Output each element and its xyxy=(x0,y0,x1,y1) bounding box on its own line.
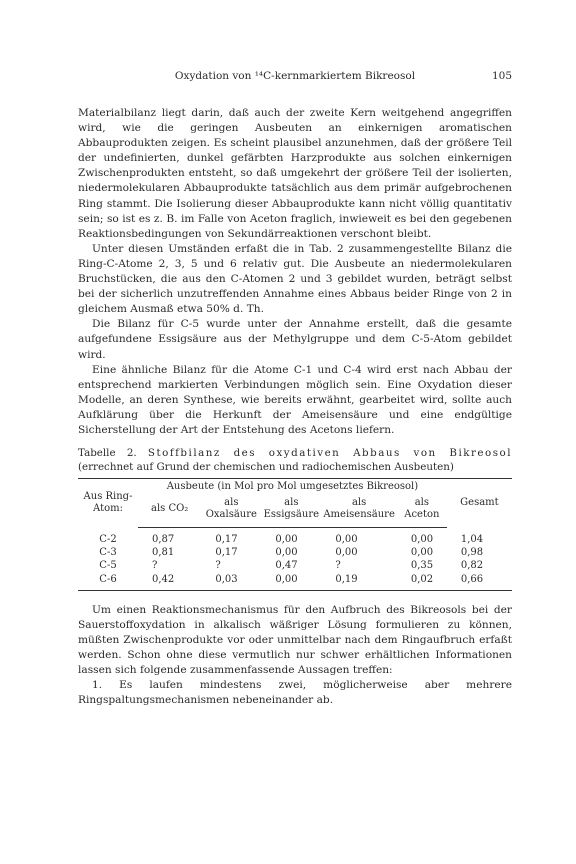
table-cell: C-2 xyxy=(99,533,117,545)
table-cell: 0,00 xyxy=(261,573,321,590)
column-header: Aus Ring-Atom: xyxy=(78,479,138,528)
table-cell: 0,17 xyxy=(215,547,238,559)
table-caption-title: Stoffbilanz des oxydativen Abbaus von Bikreosol xyxy=(147,447,512,460)
running-header xyxy=(78,70,512,86)
table-caption xyxy=(78,446,512,474)
table-cell: 0,47 xyxy=(275,560,298,572)
table-cell: 0,17 xyxy=(215,534,238,546)
column-header: als Aceton xyxy=(397,495,447,528)
balance-table xyxy=(78,478,512,591)
table-row xyxy=(78,547,512,560)
table-row xyxy=(78,528,512,547)
table-cell: 0,00 xyxy=(275,547,298,559)
column-header: als Essigsäure xyxy=(261,495,321,528)
group-header: Ausbeute (in Mol pro Mol umgesetztes Bikreosol) xyxy=(138,479,447,496)
table-cell: C-5 xyxy=(99,560,117,572)
table-cell: 0,00 xyxy=(275,534,298,546)
table-cell: 0,82 xyxy=(460,560,484,572)
table-cell: 0,00 xyxy=(335,547,358,559)
column-header: als CO₂ xyxy=(138,495,201,528)
list-item: 1. Es laufen mindestens zwei, möglicherweise aber mehrere Ringspaltungsmechanismen nebeneinander ab. xyxy=(78,679,512,707)
paragraph: Eine ähnliche Bilanz für die Atome C-1 und C-4 wird erst nach Abbau der entsprechend markierten Verbindungen möglich sein. Eine Oxydation dieser Modelle, an deren Synthese, wie bereits erwähnt, gearbeitet wird, sollte auch Aufklärung über die Herkunft der Ameisensäure und eine endgültige Sicherstellung der Art der Entstehung des Acetons liefern. xyxy=(78,363,512,436)
table-cell: ? xyxy=(335,560,341,572)
column-header: Gesamt xyxy=(447,479,512,528)
table-cell: C-3 xyxy=(99,547,117,559)
paragraph: Materialbilanz liegt darin, daß auch der zweite Kern weitgehend angegriffen wird, wie die geringen Ausbeuten an einkernigen aromatischen Abbauprodukten zeigen. Es scheint plausibel anzunehmen, daß der größere Teil der undefinierten, dunkel gefärbten Harzprodukte aus solchen einkernigen Zwischenprodukten entsteht, so daß umgekehrt der größere Teil der isolierten, niedermolekularen Abbauprodukte tatsächlich aus dem primär aufgebrochenen Ring stammt. Die Isolierung dieser Abbauprodukte kann nicht völlig quantitativ sein; so ist es z. B. im Falle von Aceton fraglich, inwieweit es bei den gegebenen Reaktionsbedingungen von Sekundärreaktionen verschont bleibt. xyxy=(78,107,512,240)
paragraph: Unter diesen Umständen erfaßt die in Tab. 2 zusammengestellte Bilanz die Ring-C-Atome 2, 3, 5 und 6 relativ gut. Die Ausbeute an niedermolekularen Bruchstücken, die aus den C-Atomen 2 und 3 gebildet wurden, beträgt selbst bei der sicherlich unzutreffenden Annahme eines Abbaus beider Ringe von 2 in gleichem Ausmaß etwa 50% d. Th. xyxy=(78,242,512,316)
table-cell: ? xyxy=(215,560,221,572)
table-cell: 0,81 xyxy=(152,547,175,559)
running-title: Oxydation von ¹⁴C-kernmarkiertem Bikreosol xyxy=(174,70,416,82)
table-row xyxy=(78,573,512,590)
column-header: als Ameisensäure xyxy=(321,495,397,528)
table-caption-label: Tabelle 2. xyxy=(78,447,137,460)
table-cell: 0,19 xyxy=(321,573,397,590)
table-cell: C-6 xyxy=(78,573,138,590)
table-cell: ? xyxy=(152,560,158,572)
table-cell: 0,00 xyxy=(335,534,358,546)
page-number: 105 xyxy=(491,70,512,82)
table-cell: 0,42 xyxy=(138,573,201,590)
table-cell: 0,98 xyxy=(460,547,484,559)
paragraph: Um einen Reaktionsmechanismus für den Aufbruch des Bikreosols bei der Sauerstoffoxydation in alkalisch wäßriger Lösung formulieren zu können, müßten Zwischenprodukte vor oder unmittelbar nach dem Ringaufbruch erfaßt werden. Schon ohne diese vermutlich nur schwer erhältlichen Informationen lassen sich folgende zusammenfassende Aussagen treffen: xyxy=(78,603,512,676)
table-cell: 0,35 xyxy=(410,560,434,572)
paragraph: Die Bilanz für C-5 wurde unter der Annahme erstellt, daß die gesamte aufgefundene Essigsäure aus der Methylgruppe und dem C-5-Atom gebildet wird. xyxy=(78,318,512,361)
page xyxy=(78,70,512,708)
table-cell: 0,00 xyxy=(410,534,434,546)
table-cell: 0,66 xyxy=(447,573,512,590)
table-cell: 0,00 xyxy=(410,547,434,559)
table-caption-note: (errechnet auf Grund der chemischen und radiochemischen Ausbeuten) xyxy=(78,461,454,474)
column-header: als Oxalsäure xyxy=(201,495,261,528)
table-cell: 0,03 xyxy=(201,573,261,590)
table-cell: 0,02 xyxy=(397,573,447,590)
table-cell: 0,87 xyxy=(152,534,175,546)
table-row xyxy=(78,560,512,573)
table-cell: 1,04 xyxy=(460,533,484,545)
